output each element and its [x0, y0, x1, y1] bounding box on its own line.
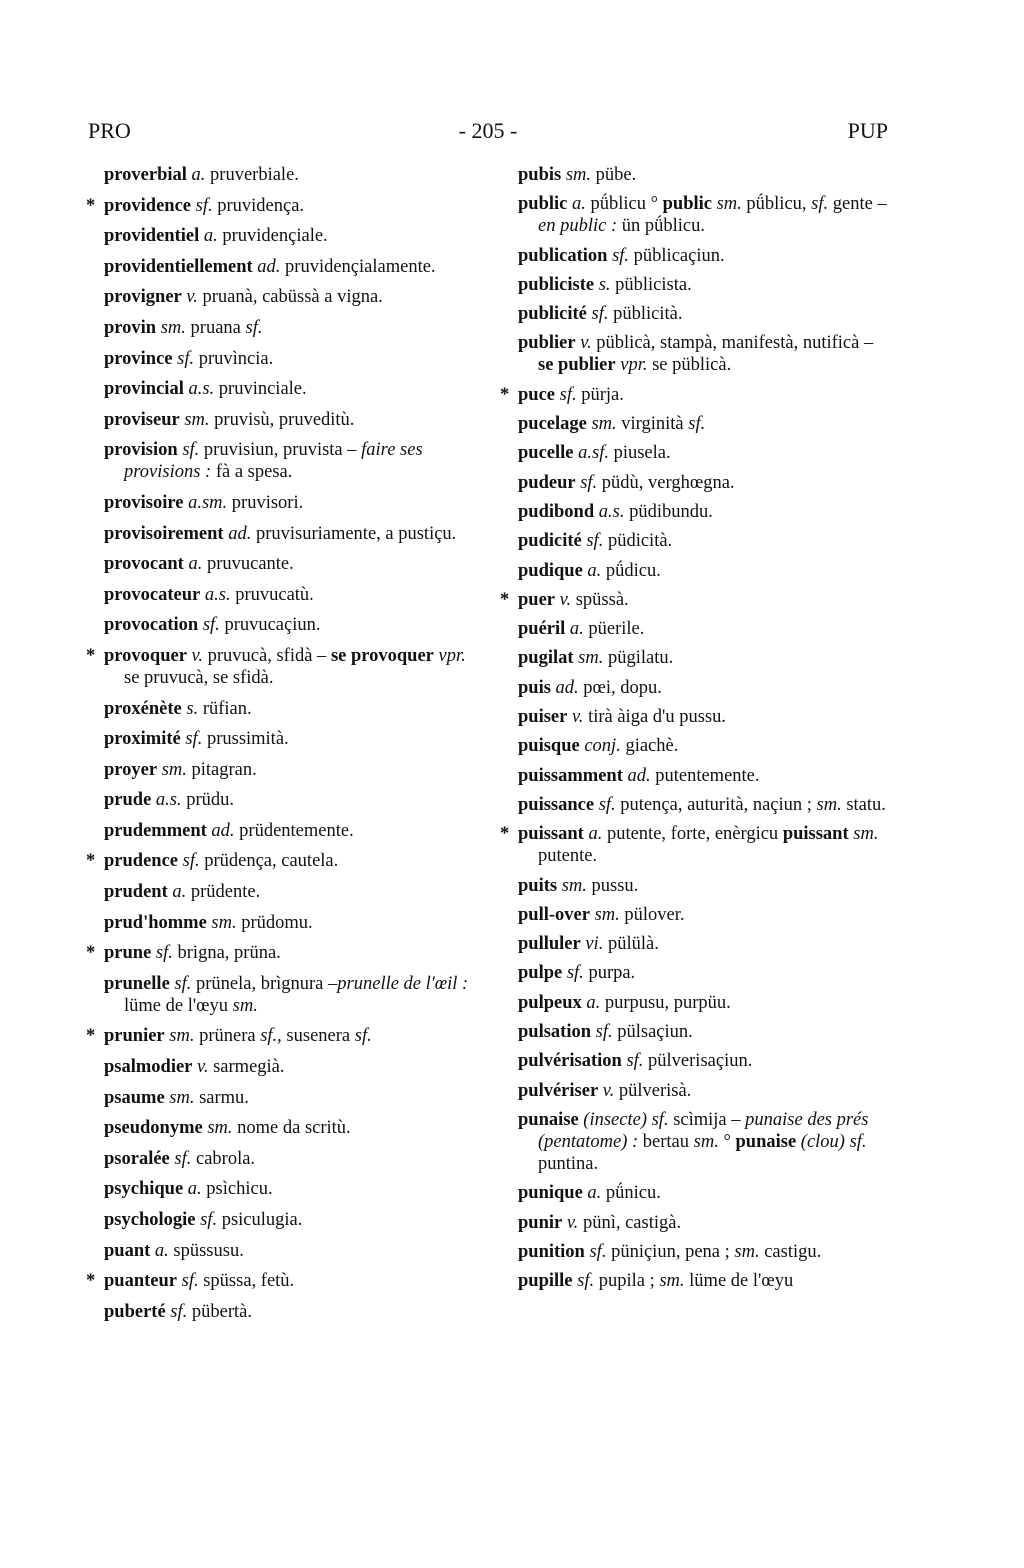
- dictionary-entry: [104, 286, 476, 308]
- entry-text: pulvériser v. pülverisà.: [518, 1080, 692, 1101]
- page-number: - 205 -: [458, 118, 518, 143]
- dictionary-entry: [104, 789, 476, 811]
- asterisk-marker: *: [500, 384, 510, 405]
- dictionary-entry: [518, 706, 890, 728]
- entry-text: pudibond a.s. püdibundu.: [518, 501, 713, 522]
- entry-text: psoralée sf. cabrola.: [104, 1148, 256, 1169]
- entry-text: pubis sm. pübe.: [518, 165, 637, 185]
- entry-text: province sf. pruvìncia.: [104, 348, 274, 369]
- entry-text: pulsation sf. pülsaçiun.: [518, 1022, 693, 1043]
- entry-text: punir v. pünì, castigà.: [518, 1212, 682, 1233]
- dictionary-entry: [104, 759, 476, 781]
- dictionary-entry: [104, 553, 476, 575]
- dictionary-entry: [518, 472, 890, 494]
- dictionary-entry: [104, 584, 476, 606]
- entry-text: publier v. püblicà, stampà, manifestà, nutificà – se publier vpr. se püblicà.: [518, 333, 874, 376]
- dictionary-entry: [518, 992, 890, 1014]
- entry-text: puberté sf. pübertà.: [104, 1301, 252, 1322]
- page-header: [88, 118, 888, 148]
- dictionary-entry: [518, 560, 890, 582]
- dictionary-entry: [518, 1080, 890, 1102]
- dictionary-entry: [518, 933, 890, 955]
- entry-text: punition sf. püniçiun, pena ; sm. castigu.: [518, 1241, 822, 1262]
- entry-text: pulluler vi. pülülà.: [518, 934, 659, 955]
- entry-text: puiser v. tirà àiga d'u pussu.: [518, 707, 727, 728]
- dictionary-entry: [518, 164, 890, 186]
- entry-text: psalmodier v. sarmegià.: [104, 1057, 285, 1078]
- dictionary-entry: [518, 1050, 890, 1072]
- dictionary-entry: [500, 384, 890, 406]
- asterisk-marker: *: [86, 195, 96, 216]
- header-left-guide-word: PRO: [88, 118, 131, 143]
- dictionary-entry: [518, 1270, 890, 1292]
- entry-text: punaise (insecte) sf. scìmija – punaise des prés (pentatome) : bertau sm. ° punaise (clou) sf. puntina.: [518, 1109, 869, 1174]
- entry-text: prune sf. brigna, prüna.: [104, 943, 281, 964]
- right-column: [500, 164, 890, 1299]
- dictionary-entry: [518, 413, 890, 435]
- entry-text: provision sf. pruvisiun, pruvista – faire ses provisions : fà a spesa.: [104, 440, 423, 483]
- entry-text: puisque conj. giachè.: [518, 736, 679, 757]
- dictionary-entry: [518, 1212, 890, 1234]
- dictionary-entry: [518, 1182, 890, 1204]
- dictionary-entry: [518, 530, 890, 552]
- dictionary-entry: [104, 1087, 476, 1109]
- dictionary-entry: [104, 881, 476, 903]
- dictionary-entry: [104, 1301, 476, 1323]
- dictionary-entry: [104, 614, 476, 636]
- entry-text: publiciste s. püblicista.: [518, 274, 692, 295]
- entry-text: provoquer v. pruvucà, sfidà – se provoquer vpr. se pruvucà, se sfidà.: [104, 645, 466, 688]
- entry-text: proverbial a. pruverbiale.: [104, 165, 299, 185]
- entry-text: provigner v. pruanà, cabüssà a vigna.: [104, 287, 383, 308]
- entry-text: pucelage sm. virginità sf.: [518, 414, 706, 435]
- entry-text: prudent a. prüdente.: [104, 882, 261, 903]
- entry-text: provincial a.s. pruvinciale.: [104, 379, 307, 400]
- dictionary-entry: [518, 794, 890, 816]
- entry-text: punique a. pǘnicu.: [518, 1183, 661, 1204]
- entry-text: pulpe sf. purpa.: [518, 963, 636, 984]
- entry-text: provin sm. pruana sf.: [104, 317, 263, 338]
- dictionary-entry: [104, 164, 476, 186]
- dictionary-entry: [518, 875, 890, 897]
- dictionary-entry: [86, 942, 476, 964]
- entry-text: pulpeux a. purpusu, purpüu.: [518, 992, 731, 1013]
- dictionary-entry: [104, 348, 476, 370]
- dictionary-entry: [104, 492, 476, 514]
- dictionary-entry: [518, 904, 890, 926]
- entry-text: prude a.s. prüdu.: [104, 790, 235, 811]
- entry-text: pudique a. pǘdicu.: [518, 560, 661, 581]
- entry-text: pull-over sm. pülover.: [518, 904, 685, 925]
- dictionary-entry: [518, 1241, 890, 1263]
- dictionary-entry: [518, 735, 890, 757]
- dictionary-entry: [86, 195, 476, 217]
- dictionary-entry: [518, 332, 890, 376]
- entry-text: pucelle a.sf. piusela.: [518, 443, 671, 464]
- entry-text: provocant a. pruvucante.: [104, 554, 294, 575]
- entry-text: prudemment ad. prüdentemente.: [104, 820, 354, 841]
- dictionary-entry: [500, 589, 890, 611]
- dictionary-entry: [86, 645, 476, 689]
- entry-text: puanteur sf. spüssa, fetù.: [104, 1271, 295, 1292]
- entry-text: pudicité sf. püdicità.: [518, 531, 673, 552]
- entry-text: provocation sf. pruvucaçiun.: [104, 615, 321, 636]
- asterisk-marker: *: [500, 824, 510, 845]
- entry-text: proximité sf. prussimità.: [104, 729, 289, 750]
- dictionary-entry: [104, 1240, 476, 1262]
- dictionary-entry: [104, 1056, 476, 1078]
- asterisk-marker: *: [500, 589, 510, 610]
- dictionary-entry: [104, 912, 476, 934]
- entry-text: prudence sf. prüdença, cautela.: [104, 851, 339, 872]
- entry-text: pupille sf. pupila ; sm. lüme de l'œyu: [518, 1271, 794, 1292]
- dictionary-entry: [104, 1148, 476, 1170]
- left-column: [86, 164, 476, 1331]
- asterisk-marker: *: [86, 1271, 96, 1292]
- dictionary-entry: [104, 820, 476, 842]
- dictionary-entry: [104, 439, 476, 483]
- dictionary-entry: [518, 647, 890, 669]
- entry-text: providentiellement ad. pruvidençialamente.: [104, 256, 436, 277]
- dictionary-entry: [518, 193, 890, 237]
- entry-text: puéril a. püerile.: [518, 619, 645, 640]
- dictionary-entry: [104, 973, 476, 1017]
- entry-text: public a. pǘblicu ° public sm. pǘblicu, sf. gente – en public : ün pǘblicu.: [518, 194, 887, 237]
- entry-text: providence sf. pruvidença.: [104, 195, 305, 216]
- dictionary-entry: [104, 409, 476, 431]
- dictionary-entry: [518, 677, 890, 699]
- dictionary-entry: [104, 378, 476, 400]
- header-right-guide-word: PUP: [847, 118, 888, 143]
- entry-text: publication sf. püblicaçiun.: [518, 245, 725, 266]
- entry-text: puis ad. pœi, dopu.: [518, 677, 662, 698]
- entry-text: pugilat sm. pügilatu.: [518, 648, 674, 669]
- dictionary-entry: [518, 303, 890, 325]
- dictionary-entry: [104, 256, 476, 278]
- dictionary-entry: [86, 1025, 476, 1047]
- entry-text: puits sm. pussu.: [518, 875, 639, 896]
- dictionary-entry: [518, 1021, 890, 1043]
- entry-text: psaume sm. sarmu.: [104, 1087, 249, 1108]
- entry-text: provocateur a.s. pruvucatù.: [104, 584, 314, 605]
- dictionary-entry: [518, 1109, 890, 1175]
- dictionary-entry: [104, 698, 476, 720]
- dictionary-entry: [104, 225, 476, 247]
- entry-text: pulvérisation sf. pülverisaçiun.: [518, 1051, 753, 1072]
- entry-text: pseudonyme sm. nome da scritù.: [104, 1118, 351, 1139]
- dictionary-entry: [104, 523, 476, 545]
- entry-text: proviseur sm. pruvisù, pruveditù.: [104, 409, 355, 430]
- entry-text: pudeur sf. püdù, verghœgna.: [518, 472, 735, 493]
- entry-text: proyer sm. pitagran.: [104, 759, 257, 780]
- dictionary-entry: [518, 274, 890, 296]
- dictionary-entry: [500, 823, 890, 867]
- dictionary-entry: [518, 618, 890, 640]
- entry-text: provisoirement ad. pruvisuriamente, a pustiçu.: [104, 523, 457, 544]
- entry-text: puissamment ad. putentemente.: [518, 765, 760, 786]
- dictionary-entry: [86, 850, 476, 872]
- entry-text: puer v. spüssà.: [518, 589, 629, 610]
- dictionary-entry: [518, 442, 890, 464]
- dictionary-entry: [518, 962, 890, 984]
- dictionary-entry: [518, 245, 890, 267]
- asterisk-marker: *: [86, 645, 96, 666]
- dictionary-entry: [518, 501, 890, 523]
- entry-text: psychique a. psìchicu.: [104, 1179, 273, 1200]
- dictionary-entry: [86, 1270, 476, 1292]
- dictionary-entry: [104, 317, 476, 339]
- asterisk-marker: *: [86, 943, 96, 964]
- entry-text: puissance sf. putença, auturità, naçiun ; sm. statu.: [518, 794, 886, 815]
- entry-text: providentiel a. pruvidençiale.: [104, 226, 328, 247]
- entry-text: publicité sf. püblicità.: [518, 304, 683, 325]
- asterisk-marker: *: [86, 1026, 96, 1047]
- entry-text: psychologie sf. psiculugia.: [104, 1210, 303, 1230]
- dictionary-entry: [104, 1117, 476, 1139]
- entry-text: prunelle sf. prünela, brìgnura –prunelle de l'œil : lüme de l'œyu sm.: [104, 973, 469, 1016]
- dictionary-entry: [104, 1209, 476, 1231]
- entry-text: provisoire a.sm. pruvisori.: [104, 492, 304, 513]
- entry-text: prunier sm. prünera sf., susenera sf.: [104, 1026, 372, 1047]
- asterisk-marker: *: [86, 851, 96, 872]
- entry-text: puce sf. pürja.: [518, 384, 624, 405]
- entry-text: proxénète s. rüfian.: [104, 698, 252, 719]
- dictionary-entry: [104, 1178, 476, 1200]
- entry-text: puissant a. putente, forte, enèrgicu puissant sm. putente.: [518, 824, 879, 867]
- entry-text: puant a. spüssusu.: [104, 1240, 244, 1261]
- dictionary-entry: [518, 765, 890, 787]
- dictionary-entry: [104, 728, 476, 750]
- entry-text: prud'homme sm. prüdomu.: [104, 912, 313, 933]
